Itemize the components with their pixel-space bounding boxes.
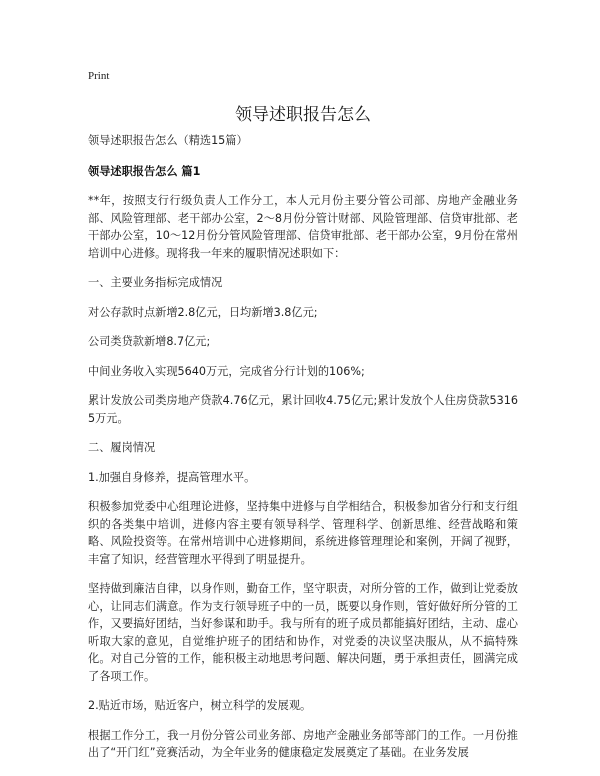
body-paragraph: 对公存款时点新增2.8亿元，日均新增3.8亿元; [88, 305, 318, 319]
body-paragraph: 公司类贷款新增8.7亿元; [88, 335, 211, 348]
body-paragraph: 根据工作分工，我一月份分管公司业务部、房地产金融业务部等部门的工作。一月份推出了“开门红”竞赛活动，为全年业务的健康稳定发展奠定了基础。在业务发展 [88, 728, 518, 759]
body-paragraph: 中间业务收入实现5640万元，完成省分行计划的106%; [88, 364, 365, 378]
body-paragraph: 一、主要业务指标完成情况 [88, 276, 223, 289]
body-paragraph: 1.加强自身修养，提高管理水平。 [88, 470, 256, 484]
body-paragraph: 二、履岗情况 [88, 441, 156, 454]
document-subtitle: 领导述职报告怎么（精选15篇） [88, 134, 248, 147]
body-paragraph: **年，按照支行行级负责人工作分工，本人元月份主要分管公司部、房地产金融业务部、风险管理部、老干部办公室，2～8月份分管计财部、风险管理部、信贷审批部、老干部办公室，10～12月份分管风险管理部、信贷审批部、老干部办公室，9月份在常州培训中心进修。现将我一年来的履职情况述职如下： [88, 194, 518, 260]
print-label: Print [88, 70, 110, 82]
body-paragraph: 积极参加党委中心组理论进修，坚持集中进修与自学相结合，积极参加省分行和支行组织的各类集中培训，进修内容主要有领导科学、管理科学、创新思维、经营战略和策略、风险投资等。在常州培训中心进修期间，系统进修管理理论和案例，开阔了视野，丰富了知识，经营管理水平得到了明显提升。 [88, 500, 518, 566]
document-body [88, 132, 518, 774]
body-paragraph: 累计发放公司类房地产贷款4.76亿元，累计回收4.75亿元;累计发放个人住房贷款53165万元。 [88, 394, 518, 425]
document-title: 领导述职报告怎么 [235, 105, 371, 125]
section-heading: 领导述职报告怎么 篇1 [88, 164, 201, 178]
body-paragraph: 坚持做到廉洁自律，以身作则，勤奋工作，坚守职责，对所分管的工作，做到让党委放心，让同志们满意。作为支行领导班子中的一员，既要以身作则，管好做好所分管的工作，又要搞好团结，当好参谋和助手。我与所有的班子成员都能搞好团结，主动、虚心听取大家的意见，自觉维护班子的团结和协作，对党委的决议坚决服从，从不搞特殊化。对自己分管的工作，能积极主动地思考问题、解决问题，勇于承担责任，圆满完成了各项工作。 [88, 582, 518, 683]
body-paragraph: 2.贴近市场，贴近客户，树立科学的发展观。 [88, 699, 312, 712]
